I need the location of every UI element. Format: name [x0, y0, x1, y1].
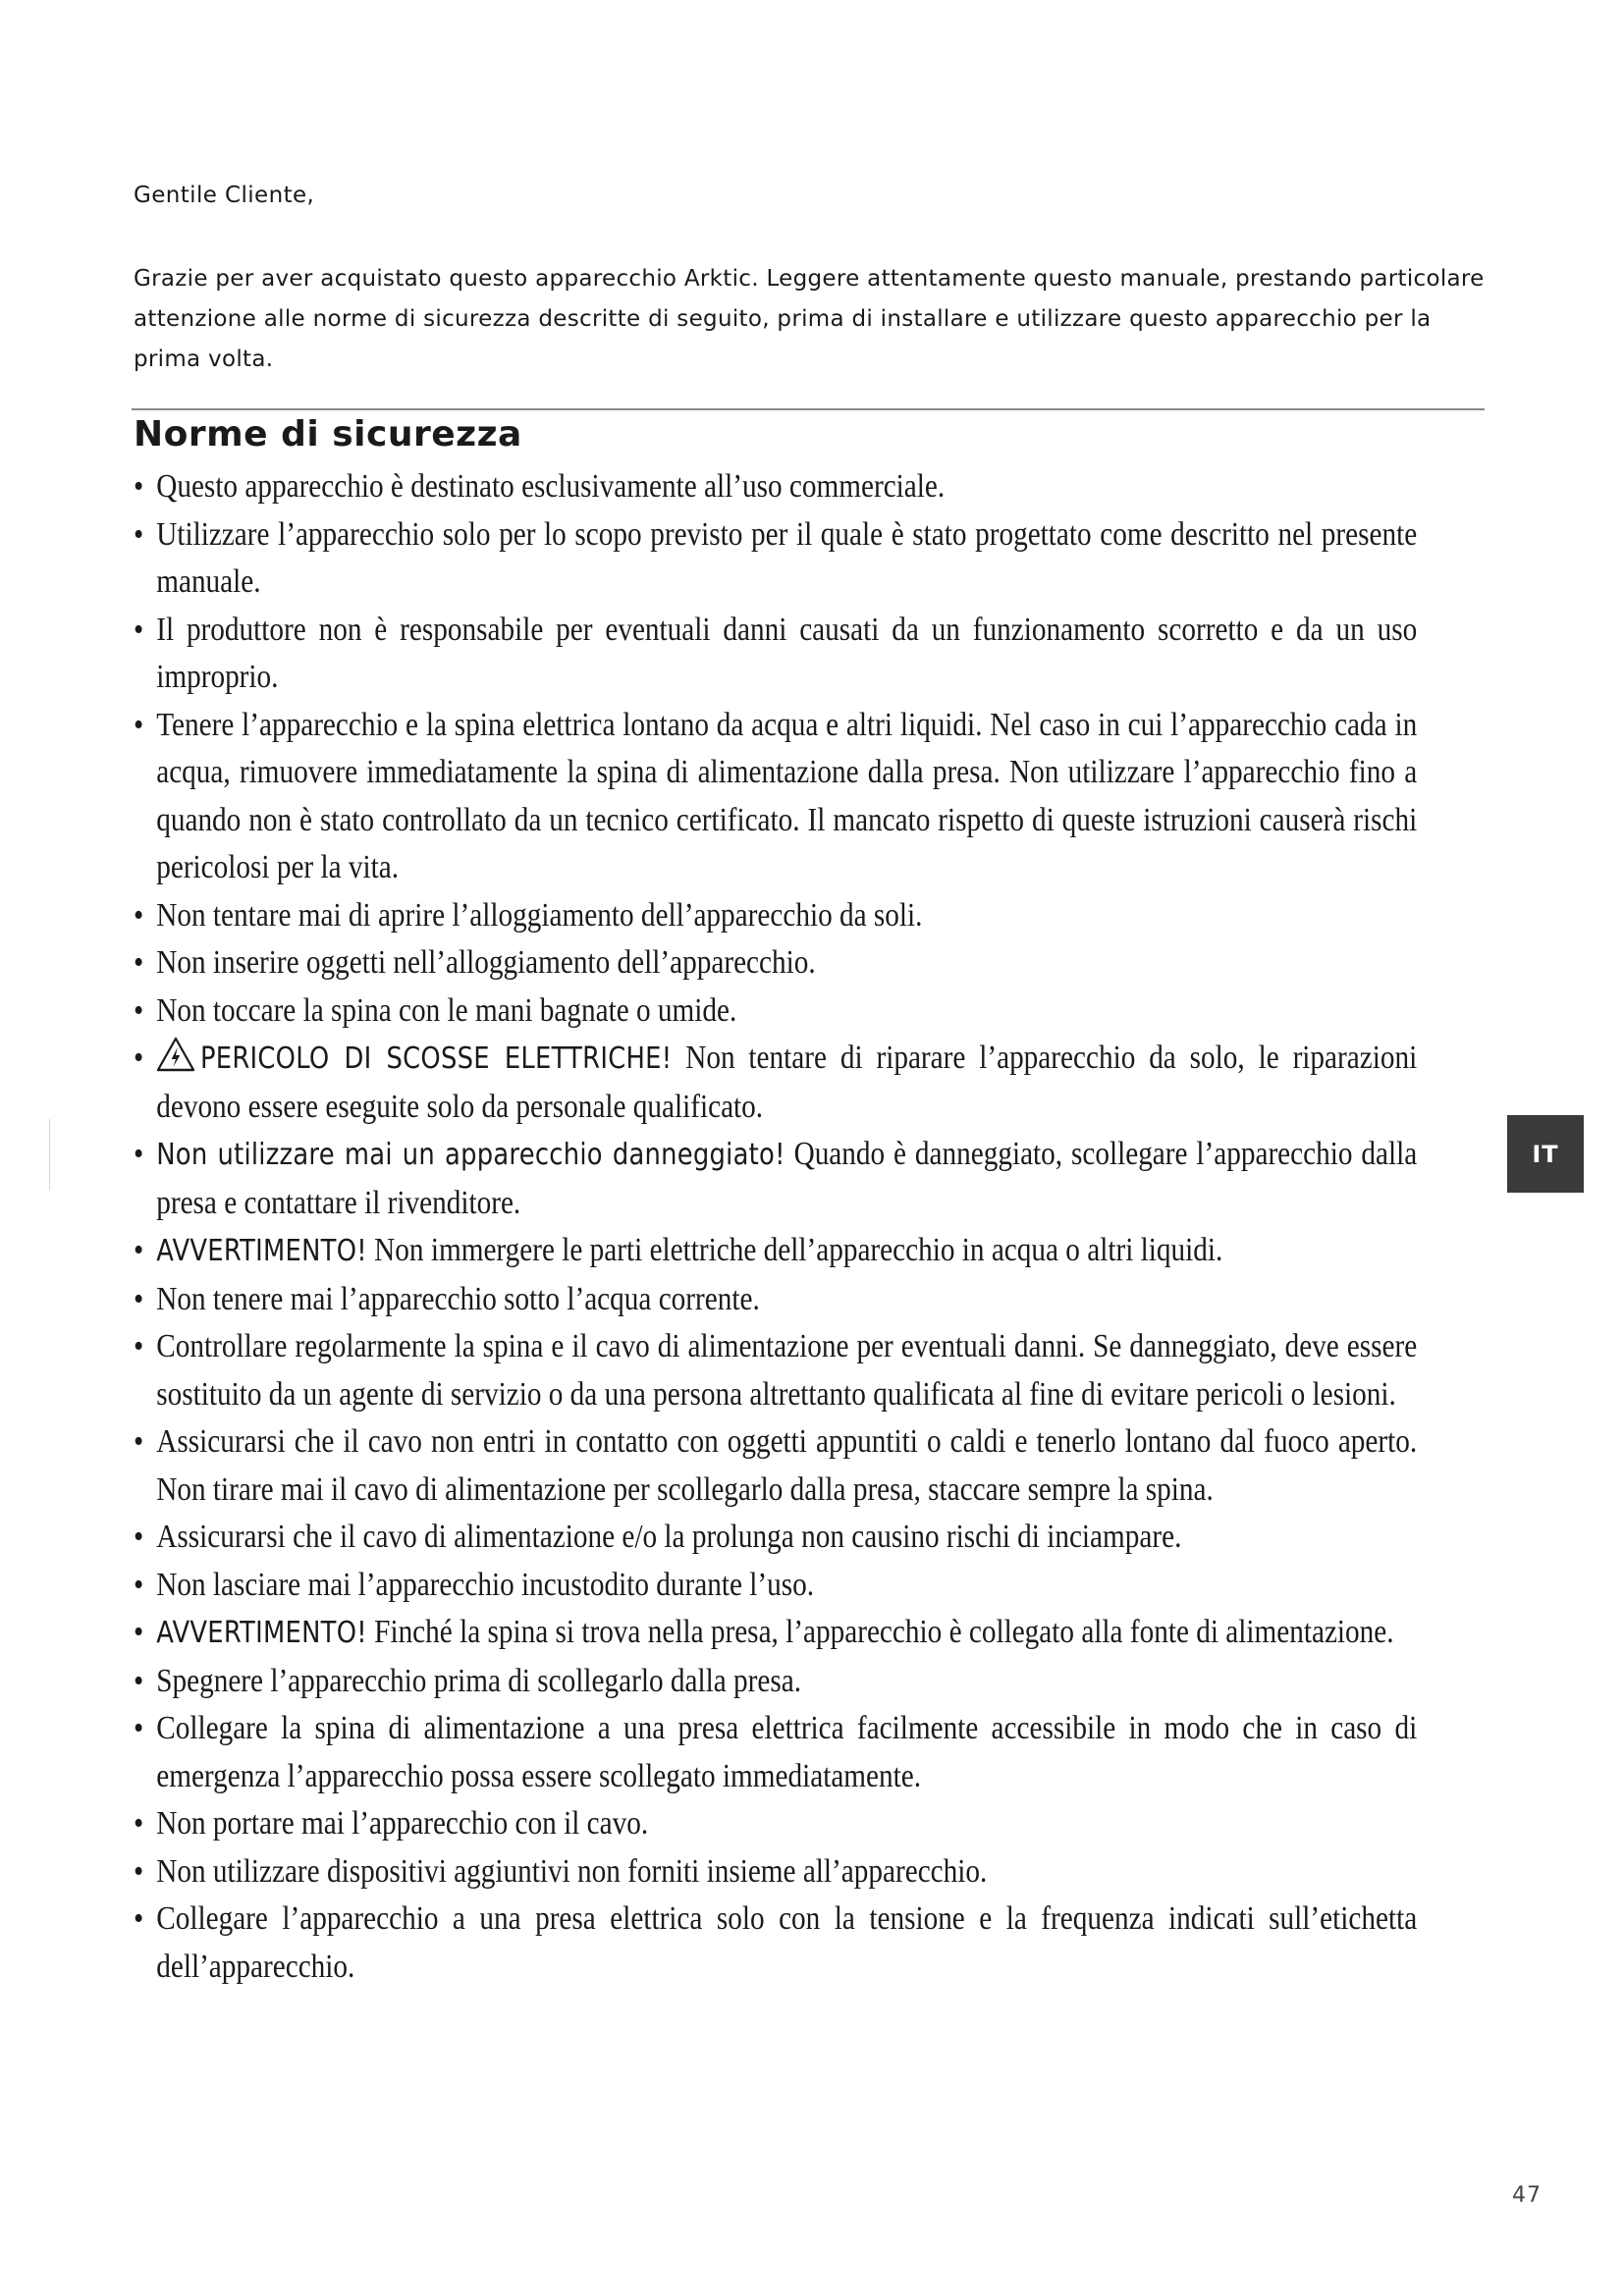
safety-rule: [134, 1323, 1417, 1418]
rule-text: Non tenere mai l’apparecchio sotto l’acqua corrente.: [156, 1280, 760, 1317]
rule-text: Non toccare la spina con le mani bagnate o umide.: [156, 991, 737, 1029]
language-tab: IT: [1507, 1115, 1584, 1193]
rule-text: Tenere l’apparecchio e la spina elettrica lontano da acqua e altri liquidi. Nel caso in cui l’apparecchio cada in acqua, rimuovere immediatamente la spina di alimentazione dalla presa. Non utilizzare l’apparecchio fino a quando non è stato controllato da un tecnico certificato. Il mancato rispetto di queste istruzioni causerà rischi pericolosi per la vita.: [156, 706, 1418, 885]
safety-rules-list: [134, 463, 1417, 1991]
safety-rule: [134, 1705, 1417, 1800]
safety-rule: [134, 1609, 1417, 1658]
rule-text: Utilizzare l’apparecchio solo per lo scopo previsto per il quale è stato progettato come descritto nel presente manuale.: [156, 515, 1418, 600]
rule-text: Non utilizzare dispositivi aggiuntivi non forniti insieme all’apparecchio.: [156, 1852, 988, 1890]
safety-rule: [134, 1896, 1417, 1991]
safety-rule: [134, 1276, 1417, 1324]
safety-rule: [134, 892, 1417, 940]
intro-paragraph: Grazie per aver acquistato questo apparecchio Arktic. Leggere attentamente questo manuale, prestando particolare attenzione alle norme di sicurezza descritte di seguito, prima di installare e utilizzare questo apparecchio per la prima volta.: [134, 266, 1485, 372]
safety-rule: [134, 1418, 1417, 1514]
rule-text: Collegare l’apparecchio a una presa elettrica solo con la tensione e la frequenza indicati sull’etichetta dell’apparecchio.: [156, 1900, 1418, 1985]
rule-emphasis: PERICOLO DI SCOSSE ELETTRICHE!: [199, 1041, 673, 1076]
safety-rule: [134, 939, 1417, 988]
safety-rule: [134, 1131, 1417, 1227]
safety-rule: [134, 1658, 1417, 1706]
rule-text: Finché la spina si trova nella presa, l’apparecchio è collegato alla fonte di alimentazione.: [366, 1614, 1394, 1650]
rule-text: Spegnere l’apparecchio prima di scollegarlo dalla presa.: [156, 1662, 802, 1699]
rule-text: Quando è danneggiato, scollegare l’apparecchio dalla presa e contattare il rivenditore.: [156, 1136, 1418, 1221]
rule-emphasis: AVVERTIMENTO!: [156, 1234, 367, 1268]
safety-rule: [134, 1035, 1417, 1131]
safety-rule: [134, 463, 1417, 511]
rule-text: Non portare mai l’apparecchio con il cavo.: [156, 1805, 649, 1842]
safety-rule: [134, 1227, 1417, 1276]
rule-text: Questo apparecchio è destinato esclusivamente all’uso commerciale.: [156, 468, 946, 505]
section-divider: [132, 408, 1485, 410]
page-number: 47: [1512, 2183, 1542, 2208]
section-title: Norme di sicurezza: [134, 414, 522, 454]
safety-rule: [134, 1800, 1417, 1848]
rule-text: Il produttore non è responsabile per eventuali danni causati da un funzionamento scorretto e da un uso improprio.: [156, 611, 1418, 695]
greeting: Gentile Cliente,: [134, 183, 315, 208]
rule-text: Controllare regolarmente la spina e il cavo di alimentazione per eventuali danni. Se danneggiato, deve essere sostituito da un agente di servizio o da una persona altrettanto qualificata al fine di evitare pericoli o lesioni.: [156, 1328, 1418, 1413]
safety-rule: [134, 1848, 1417, 1896]
safety-rule: [134, 1562, 1417, 1610]
rule-text: Non immergere le parti elettriche dell’apparecchio in acqua o altri liquidi.: [366, 1232, 1223, 1268]
rule-emphasis: Non utilizzare mai un apparecchio danneggiato!: [156, 1138, 785, 1172]
rule-text: Non lasciare mai l’apparecchio incustodito durante l’uso.: [156, 1566, 815, 1603]
margin-mark: [49, 1119, 50, 1190]
safety-rule: [134, 1514, 1417, 1562]
safety-rule: [134, 988, 1417, 1036]
rule-emphasis: AVVERTIMENTO!: [156, 1616, 367, 1650]
safety-rule: [134, 511, 1417, 607]
rule-text: Assicurarsi che il cavo di alimentazione e/o la prolunga non causino rischi di inciampare.: [156, 1519, 1182, 1555]
rule-text: Assicurarsi che il cavo non entri in contatto con oggetti appuntiti o caldi e tenerlo lontano dal fuoco aperto. Non tirare mai il cavo di alimentazione per scollegarlo dalla presa, staccare sempre la spina.: [156, 1423, 1418, 1508]
rule-text: Non inserire oggetti nell’alloggiamento dell’apparecchio.: [156, 944, 816, 981]
rule-text: Non tentare mai di aprire l’alloggiamento dell’apparecchio da soli.: [156, 896, 923, 934]
safety-rule: [134, 702, 1417, 892]
rule-text: Non tentare di riparare l’apparecchio da solo, le riparazioni devono essere eseguite solo da personale qualificato.: [156, 1040, 1418, 1125]
electric-hazard-icon: [156, 1037, 195, 1072]
rule-text: Collegare la spina di alimentazione a una presa elettrica facilmente accessibile in modo che in caso di emergenza l’apparecchio possa essere scollegato immediatamente.: [156, 1710, 1418, 1794]
safety-rule: [134, 607, 1417, 702]
